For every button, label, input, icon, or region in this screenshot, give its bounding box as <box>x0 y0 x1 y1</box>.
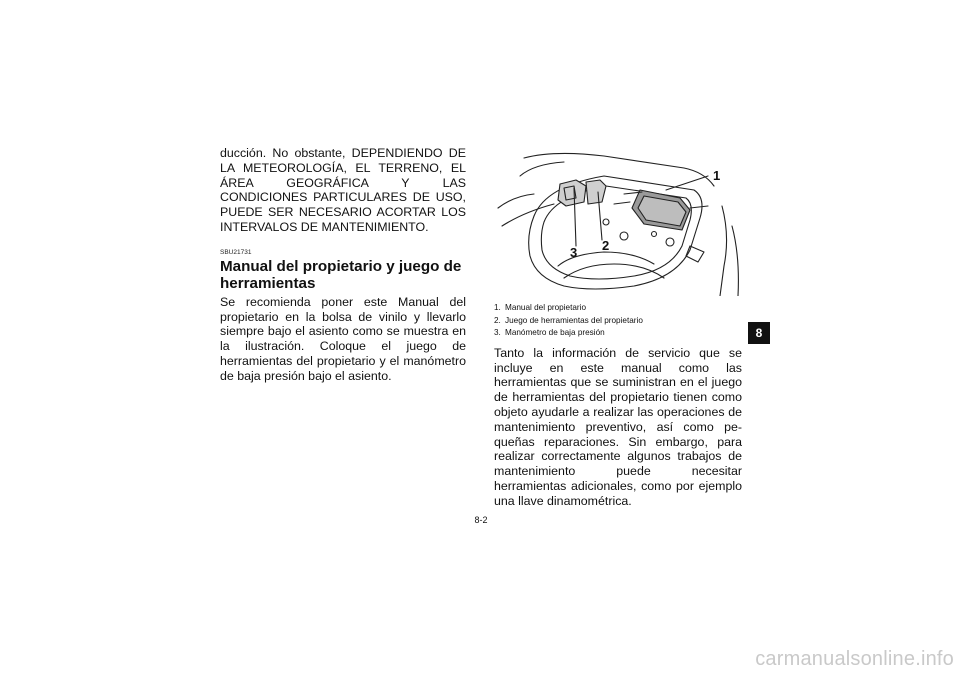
watermark: carmanualsonline.info <box>755 648 954 670</box>
section-code: SBU21731 <box>220 248 252 256</box>
seat-underside-illustration <box>494 146 742 296</box>
left-column <box>220 146 466 384</box>
callout-1: 1 <box>713 168 721 183</box>
figure-captions <box>494 302 742 340</box>
section-paragraph: Se recomienda poner este Manual del propietario en la bolsa de vinilo y llevarlo siempre bajo el asiento como se muestra en la ilustración. Coloque el juego de herramientas del propietario y el manómetro de baja presión bajo el asiento. <box>220 294 466 383</box>
caption-item: 3. Manómetro de baja presión <box>494 328 605 338</box>
chapter-tab: 8 <box>748 322 770 344</box>
caption-item: 2. Juego de herramientas del propietario <box>494 315 643 325</box>
illustration-drawing <box>494 146 742 296</box>
right-paragraph: Tanto la información de servicio que se incluye en este manual como las herramientas que se suministran en el juego de herramientas del propietario tienen como objeto ayudarle a realizar las operaciones de mantenimiento preventivo, así como pequeñas reparaciones. Sin embargo, para realizar correctamente algunos trabajos de mantenimiento puede necesitar herramientas adicionales, como por ejemplo una llave dinamométrica. <box>494 345 742 508</box>
caption-item: 1. Manual del propietario <box>494 303 587 312</box>
section-title: Manual del propietario y juego de herramientas <box>220 257 462 292</box>
callout-2: 2 <box>602 238 610 253</box>
callout-3: 3 <box>570 245 578 260</box>
page-number: 8-2 <box>474 515 488 525</box>
intro-paragraph: ducción. No obstante, DEPENDIENDO DE LA METEOROLOGÍA, EL TERRENO, EL ÁREA GEOGRÁFICA Y LAS CONDICIONES PARTICULARES DE USO, PUEDE SER NECESARIO ACORTAR LOS INTERVALOS DE MANTENIMIENTO. <box>220 146 466 234</box>
right-column <box>494 146 742 509</box>
